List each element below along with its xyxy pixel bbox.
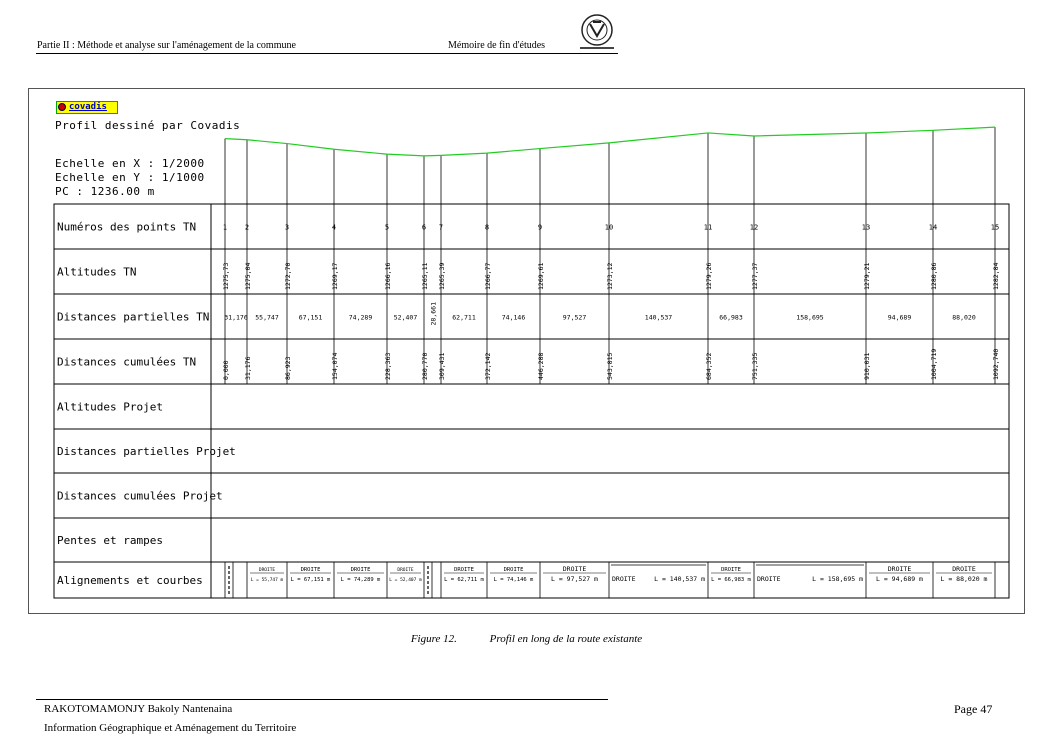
distance-cumulee-value: 1092,740 xyxy=(992,348,1000,380)
distance-partielle-value: 74,146 xyxy=(501,313,526,322)
altitude-tn-value: 1280,86 xyxy=(930,262,938,290)
point-number: 8 xyxy=(484,223,490,232)
distance-cumulee-value: 86,923 xyxy=(284,356,292,380)
point-number: 5 xyxy=(384,223,390,232)
alignment-length: L = 97,527 m xyxy=(551,575,598,583)
figure-number: Figure 12. xyxy=(410,633,457,645)
row-label: Distances cumulées Projet xyxy=(57,489,223,503)
alignment-type: DROITE xyxy=(300,567,321,573)
altitude-tn-value: 1265,11 xyxy=(421,262,429,290)
row-label: Distances partielles Projet xyxy=(57,445,236,458)
altitude-tn-value: 1282,84 xyxy=(992,262,1000,290)
row-label: Altitudes TN xyxy=(57,265,137,279)
alignment-type: DROITE xyxy=(952,565,976,573)
altitude-tn-value: 1279,21 xyxy=(863,262,871,290)
altitude-tn-value: 1269,17 xyxy=(331,262,339,290)
altitude-tn-value: 1279,26 xyxy=(705,262,713,290)
row-label: Distances partielles TN xyxy=(57,310,210,324)
distance-partielle-value: 88,020 xyxy=(952,313,976,322)
point-number: 13 xyxy=(861,223,871,232)
row-label: Numéros des points TN xyxy=(57,220,197,234)
alignment-type: DROITE xyxy=(397,568,414,573)
distance-cumulee-value: 543,815 xyxy=(606,352,614,380)
footer-rule xyxy=(36,699,608,700)
point-number: 11 xyxy=(703,223,713,232)
alignment-length: L = 74,146 m xyxy=(493,577,534,583)
point-number: 14 xyxy=(928,223,938,232)
altitude-tn-value: 1275,73 xyxy=(222,262,230,290)
distance-partielle-value: 66,983 xyxy=(719,313,743,322)
point-number: 1 xyxy=(222,223,228,232)
distance-partielle-value: 94,689 xyxy=(887,313,912,322)
distance-cumulee-value: 309,431 xyxy=(438,352,446,380)
distance-cumulee-value: 0,000 xyxy=(222,360,230,380)
alignment-type: DROITE xyxy=(454,567,474,573)
distance-cumulee-value: 1004,719 xyxy=(930,348,938,380)
distance-cumulee-value: 228,363 xyxy=(384,352,392,380)
distance-partielle-value: 158,695 xyxy=(796,313,824,322)
distance-partielle-value: 31,176 xyxy=(224,313,248,322)
altitude-tn-value: 1273,12 xyxy=(606,262,614,290)
alignment-type: DROITE xyxy=(757,575,781,583)
point-number: 7 xyxy=(438,223,444,232)
alignment-length: L = 94,689 m xyxy=(876,575,923,583)
point-number: 3 xyxy=(284,223,290,232)
alignment-length: L = 140,537 m xyxy=(654,575,705,583)
scale-y: Echelle en Y : 1/1000 xyxy=(55,171,205,184)
figure-title: Profil dessiné par Covadis xyxy=(55,119,241,132)
alignment-length: L = 88,020 m xyxy=(940,575,988,583)
distance-partielle-value: 97,527 xyxy=(562,313,587,322)
row-label: Alignements et courbes xyxy=(57,574,203,587)
distance-cumulee-value: 154,074 xyxy=(331,352,339,380)
distance-cumulee-value: 372,142 xyxy=(484,352,492,380)
point-number: 9 xyxy=(537,223,543,232)
distance-partielle-value: 67,151 xyxy=(298,313,323,322)
row-label: Distances cumulées TN xyxy=(57,355,197,369)
figure-caption xyxy=(0,633,1053,645)
alignment-type: DROITE xyxy=(258,568,276,573)
alignment-type: DROITE xyxy=(612,575,636,583)
altitude-tn-value: 1272,70 xyxy=(284,262,292,290)
distance-cumulee-value: 31,176 xyxy=(244,356,252,380)
distance-partielle-value: 28,661 xyxy=(429,302,438,326)
distance-partielle-value: 140,537 xyxy=(644,313,673,322)
alignment-length: L = 52,407 m xyxy=(389,578,422,583)
point-number: 15 xyxy=(990,223,1000,232)
alignment-type: DROITE xyxy=(562,565,587,573)
altitude-tn-value: 1266,77 xyxy=(484,262,492,290)
distance-cumulee-value: 910,031 xyxy=(863,352,871,380)
row-label: Pentes et rampes xyxy=(57,534,163,547)
altitude-tn-value: 1275,04 xyxy=(244,262,252,290)
alignment-length: L = 67,151 m xyxy=(290,577,331,583)
point-number: 10 xyxy=(604,223,614,232)
point-number: 4 xyxy=(331,223,337,232)
header-doc-title: Mémoire de fin d'études xyxy=(448,40,546,51)
altitude-tn-value: 1269,61 xyxy=(537,262,545,290)
header-chapter: Partie II : Méthode et analyse sur l'aménagement de la commune xyxy=(37,40,296,51)
distance-cumulee-value: 751,335 xyxy=(751,352,759,380)
alignment-length: L = 158,695 m xyxy=(812,575,863,583)
covadis-logo: covadis xyxy=(56,101,118,114)
point-number: 12 xyxy=(749,223,759,232)
row-label: Altitudes Projet xyxy=(57,400,163,414)
alignment-length: L = 62,711 m xyxy=(444,577,484,583)
alignment-length: L = 55,747 m xyxy=(250,578,284,583)
page-number: Page 47 xyxy=(954,702,993,716)
figure-caption-text: Profil en long de la route existante xyxy=(489,633,643,645)
distance-partielle-value: 74,289 xyxy=(348,313,373,322)
alignment-type: DROITE xyxy=(887,565,912,573)
distance-partielle-value: 62,711 xyxy=(452,313,476,322)
point-number: 6 xyxy=(421,223,427,232)
distance-cumulee-value: 684,352 xyxy=(705,352,713,380)
point-number: 2 xyxy=(244,223,250,232)
alignment-type: DROITE xyxy=(503,567,524,573)
altitude-tn-value: 1277,37 xyxy=(751,262,759,290)
alignment-length: L = 74,289 m xyxy=(340,577,381,583)
distance-partielle-value: 55,747 xyxy=(255,313,279,322)
alignment-length: L = 66,983 m xyxy=(711,577,751,583)
scale-x: Echelle en X : 1/2000 xyxy=(55,157,205,170)
terrain-profile-line xyxy=(225,127,995,156)
footer-author: RAKOTOMAMONJY Bakoly Nantenaina xyxy=(44,703,233,715)
distance-cumulee-value: 280,770 xyxy=(421,352,429,380)
alignment-type: DROITE xyxy=(721,567,741,573)
plan-reference: PC : 1236.00 m xyxy=(55,185,155,198)
footer-program: Information Géographique et Aménagement du Territoire xyxy=(44,722,297,734)
distance-partielle-value: 52,407 xyxy=(393,313,418,322)
altitude-tn-value: 1266,16 xyxy=(384,262,392,290)
altitude-tn-value: 1265,39 xyxy=(438,262,446,290)
distance-cumulee-value: 446,288 xyxy=(537,352,545,380)
alignment-type: DROITE xyxy=(350,567,371,573)
